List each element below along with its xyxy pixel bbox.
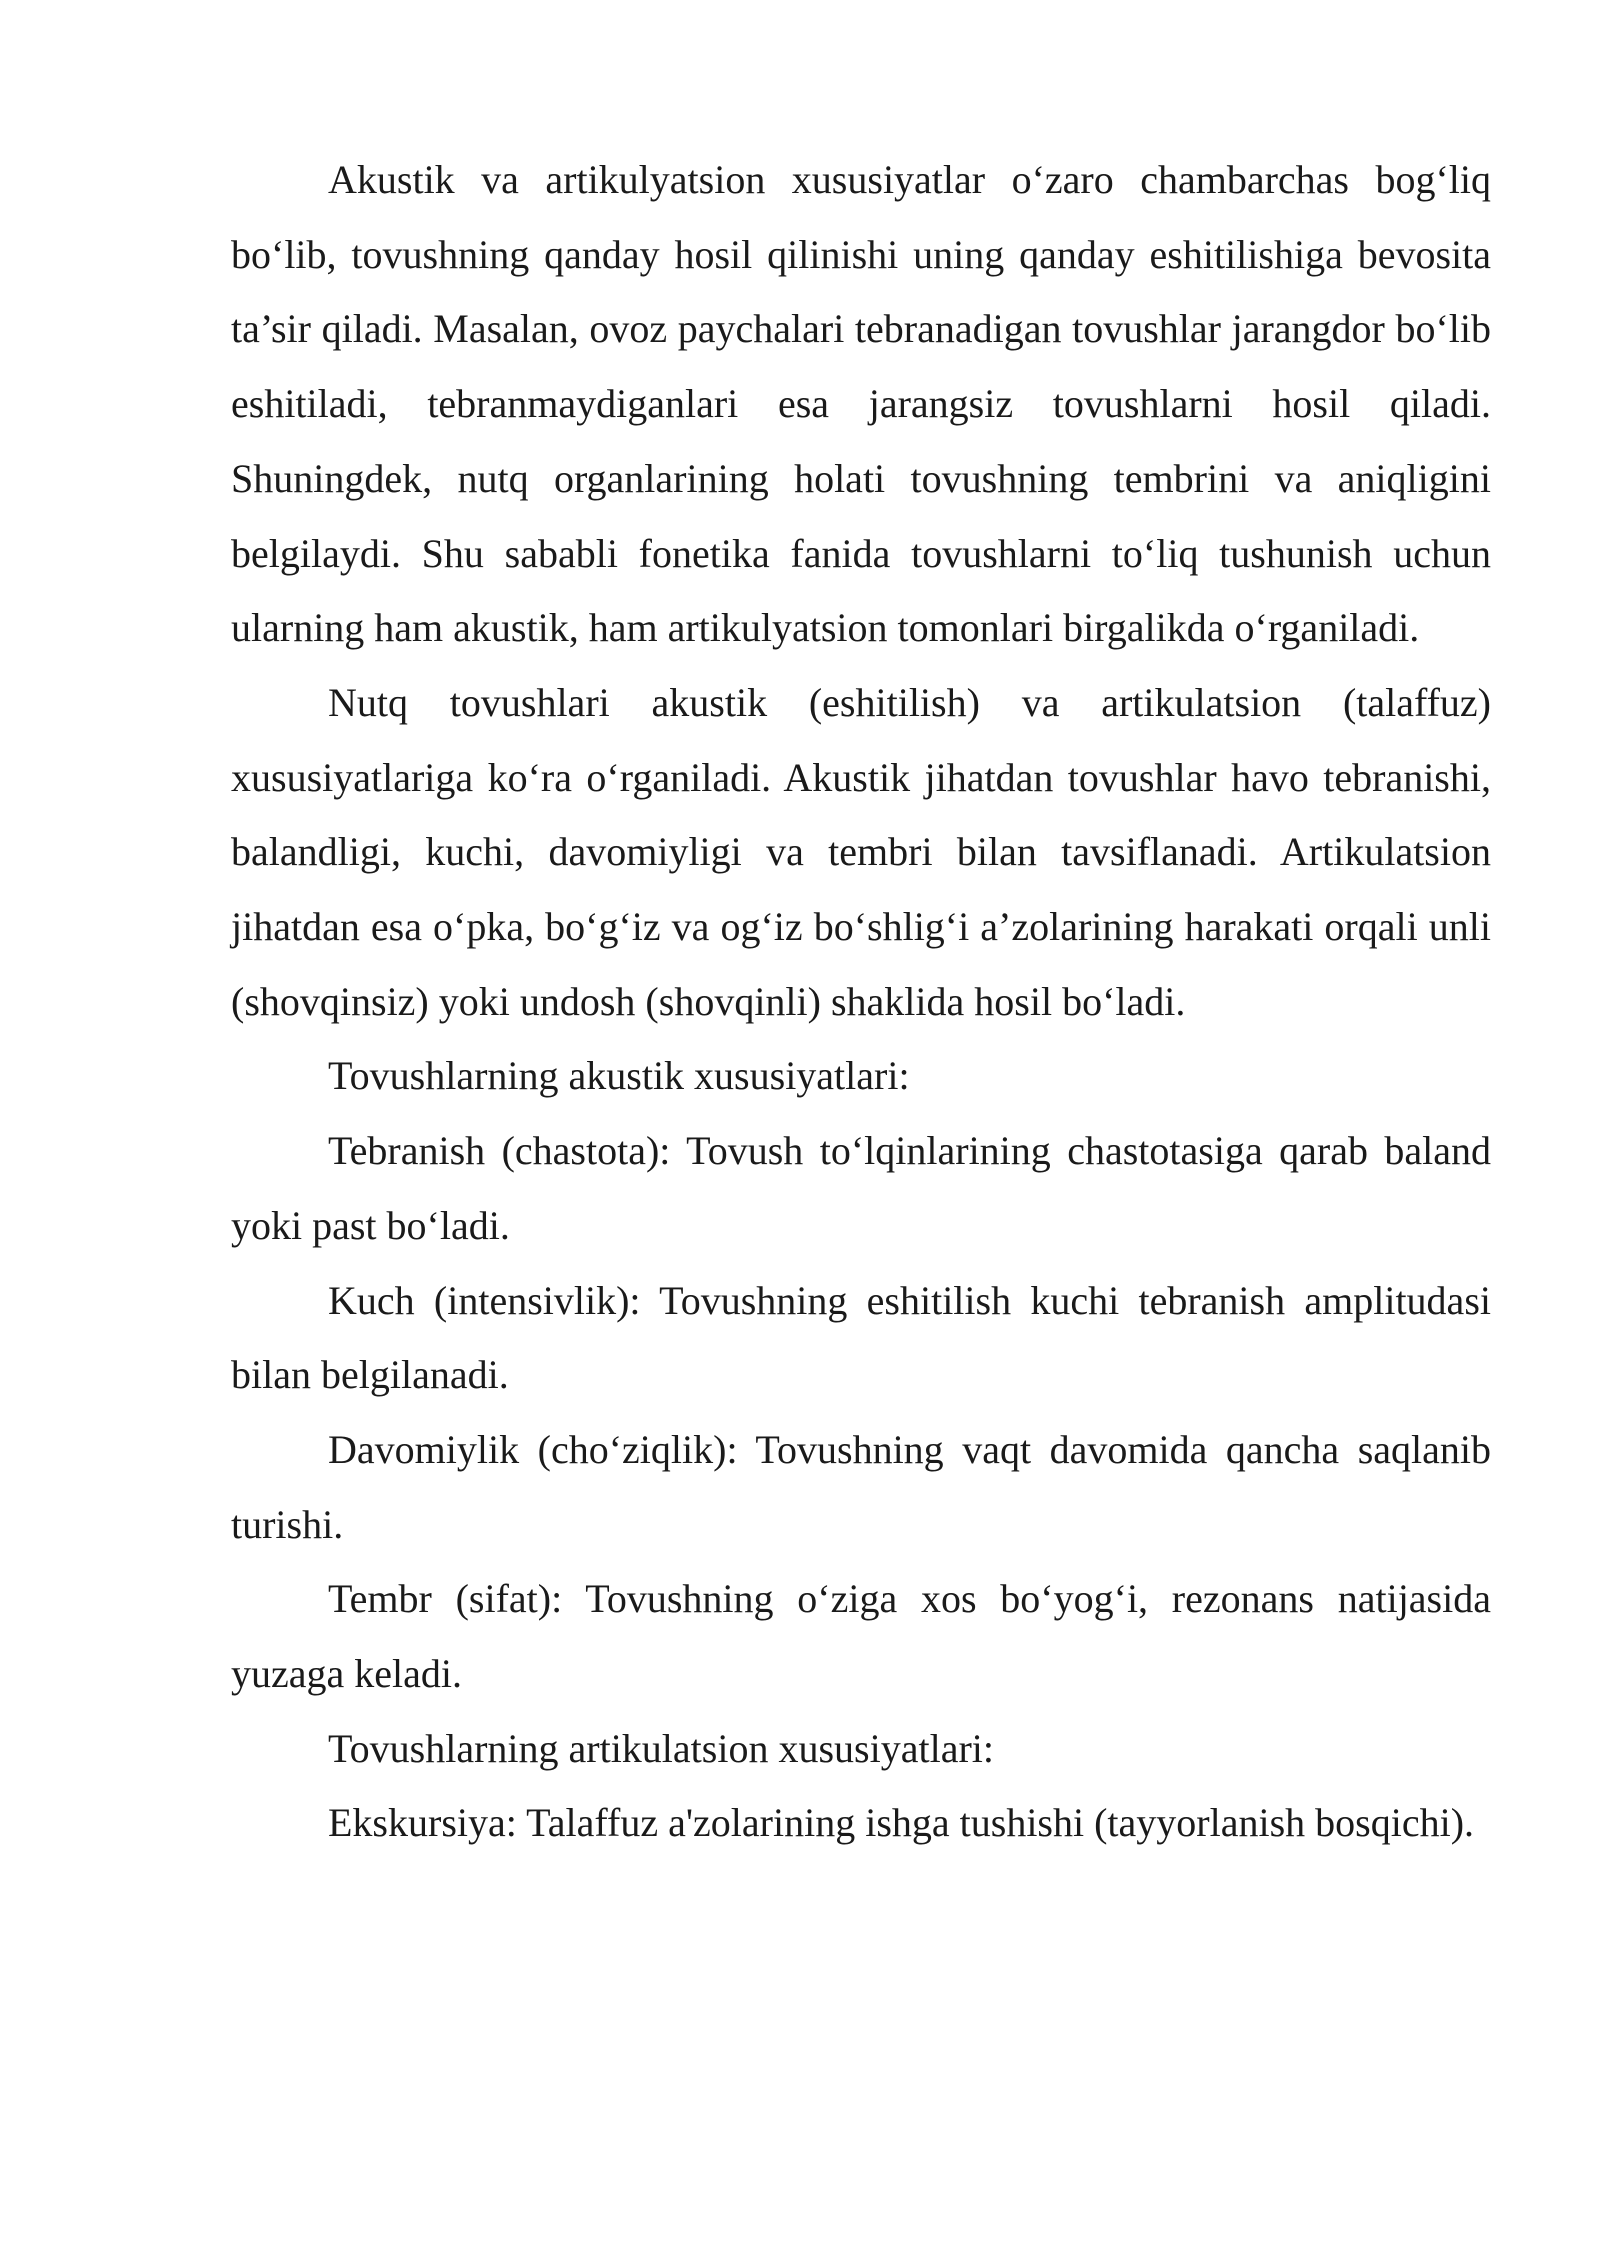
list-item-timbre: Tembr (sifat): Tovushning o‘ziga xos bo‘yog‘i, rezonans natijasida yuzaga keladi. bbox=[231, 1576, 1491, 1697]
list-item-duration: Davomiylik (cho‘ziqlik): Tovushning vaqt davomida qancha saqlanib turishi. bbox=[231, 1426, 1491, 1547]
heading-articulatory-properties: Tovushlarning artikulatsion xususiyatlari: bbox=[328, 1725, 994, 1771]
list-item-frequency: Tebranish (chastota): Tovush to‘lqinlarining chastotasiga qarab baland yoki past bo‘ladi. bbox=[231, 1128, 1491, 1248]
paragraph-acoustic-articulatory-relation: Akustik va artikulyatsion xususiyatlar o‘zaro chambarchas bog‘liq bo‘lib, tovushning qanday hosil qilinishi uning qanday eshitilishiga bevosita ta’sir qiladi. Masalan, ovoz paychalari tebranadigan tovushlar jarangdor bo‘lib eshitiladi, tebranmaydiganlari esa jarangsiz tovushlarni hosil qiladi. Shuningdek, nutq organlarining holati tovushning tembrini va aniqligini belgilaydi. Shu sababli fonetika fanida tovushlarni to‘liq tushunish uchun ularning ham akustik, ham artikulyatsion tomonlari birgalikda o‘rganiladi. bbox=[231, 157, 1491, 651]
paragraph-speech-sounds-overview: Nutq tovushlari akustik (eshitilish) va artikulatsion (talaffuz) xususiyatlariga ko‘ra o‘rganiladi. Akustik jihatdan tovushlar havo tebranishi, balandligi, kuchi, davomiyligi va tembri bilan tavsiflanadi. Artikulatsion jihatdan esa o‘pka, bo‘g‘iz va og‘iz bo‘shlig‘i a’zolarining harakati orqali unli (shovqinsiz) yoki undosh (shovqinli) shaklida hosil bo‘ladi. bbox=[231, 679, 1491, 1024]
heading-acoustic-properties: Tovushlarning akustik xususiyatlari: bbox=[328, 1053, 910, 1099]
document-body bbox=[231, 143, 1491, 1861]
list-item-intensity: Kuch (intensivlik): Tovushning eshitilish kuchi tebranish amplitudasi bilan belgilanadi. bbox=[231, 1277, 1491, 1398]
list-item-excursion: Ekskursiya: Talaffuz a'zolarining ishga tushishi (tayyorlanish bosqichi). bbox=[328, 1800, 1475, 1846]
